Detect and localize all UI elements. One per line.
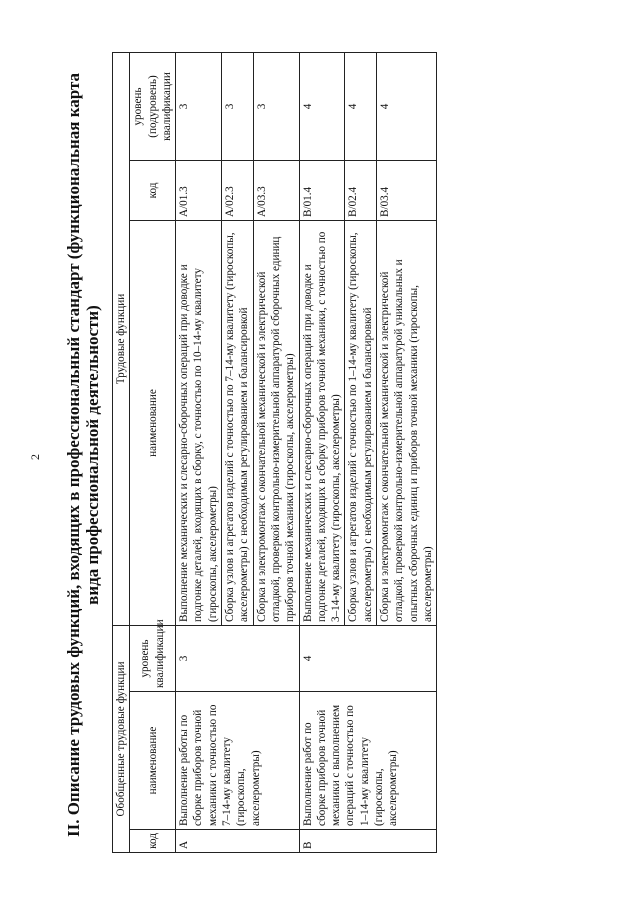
function-name: Сборка и электромонтаж с окончательной механической и электрической отладкой, проверкой контрольно-измерительной аппаратурой сборочных единиц приборов точной механики (гироскопы, акселерометры) — [253, 221, 299, 626]
function-name: Сборка узлов и агрегатов изделий с точностью по 1–14-му квалитету (гироскопы, акселерометры) с необходимым регулированием и балансировкой — [345, 221, 377, 626]
code-header: код — [130, 830, 176, 853]
group-code: B — [299, 830, 437, 853]
function-level: 3 — [222, 53, 254, 161]
table-row — [299, 53, 345, 853]
function-name: Выполнение механических и слесарно-сборочных операций при доводке и подгонке деталей, входящих в сборку приборов точной механики, с точностью по 3–14-му квалитету (гироскопы, акселерометры) — [299, 221, 345, 626]
group-level: 3 — [176, 626, 299, 692]
function-code: B/01.4 — [299, 161, 345, 221]
function-level: 4 — [345, 53, 377, 161]
tf-level-header: уровень (подуровень) квалификации — [130, 53, 176, 161]
function-name: Выполнение механических и слесарно-сборочных операций при доводке и подгонке деталей, входящих в сборку, с точностью по 10–14-му квалитету (гироскопы, акселерометры) — [176, 221, 222, 626]
group-code: A — [176, 830, 299, 853]
page-number: 2 — [28, 454, 42, 460]
function-code: B/03.4 — [377, 161, 437, 221]
tf-name-header: наименование — [130, 221, 176, 626]
tf-code-header: код — [130, 161, 176, 221]
function-level: 3 — [253, 53, 299, 161]
function-code: B/02.4 — [345, 161, 377, 221]
level-header: уровень квалификации — [130, 626, 176, 692]
section-title: II. Описание трудовых функций, входящих в профессиональный стандарт (функциональная карта вида профессиональной деятельности) — [64, 72, 102, 838]
function-code: A/03.3 — [253, 161, 299, 221]
generalized-header: Обобщенные трудовые функции — [113, 626, 130, 853]
function-code: A/01.3 — [176, 161, 222, 221]
header-row-1 — [113, 53, 130, 853]
labor-header: Трудовые функции — [113, 53, 130, 626]
function-name: Сборка узлов и агрегатов изделий с точностью по 7–14-му квалитету (гироскопы, акселерометры) с необходимым регулированием и балансировкой — [222, 221, 254, 626]
name-header: наименование — [130, 692, 176, 830]
function-level: 3 — [176, 53, 222, 161]
header-row-2 — [130, 53, 176, 853]
functions-table — [112, 52, 437, 853]
function-level: 4 — [299, 53, 345, 161]
function-code: A/02.3 — [222, 161, 254, 221]
group-level: 4 — [299, 626, 437, 692]
group-name: Выполнение работ по сборке приборов точной механики с выполнением операций с точностью по 1–14-му квалитету (гироскопы, акселерометры) — [299, 692, 437, 830]
table-row — [176, 53, 222, 853]
group-name: Выполнение работы по сборке приборов точной механики с точностью по 7–14-му квалитету (гироскопы, акселерометры) — [176, 692, 299, 830]
function-level: 4 — [377, 53, 437, 161]
function-name: Сборка и электромонтаж с окончательной механической и электрической отладкой, проверкой контрольно-измерительной аппаратурой уникальных и опытных сборочных единиц и приборов точной механики (гироскопы, акселерометры) — [377, 221, 437, 626]
